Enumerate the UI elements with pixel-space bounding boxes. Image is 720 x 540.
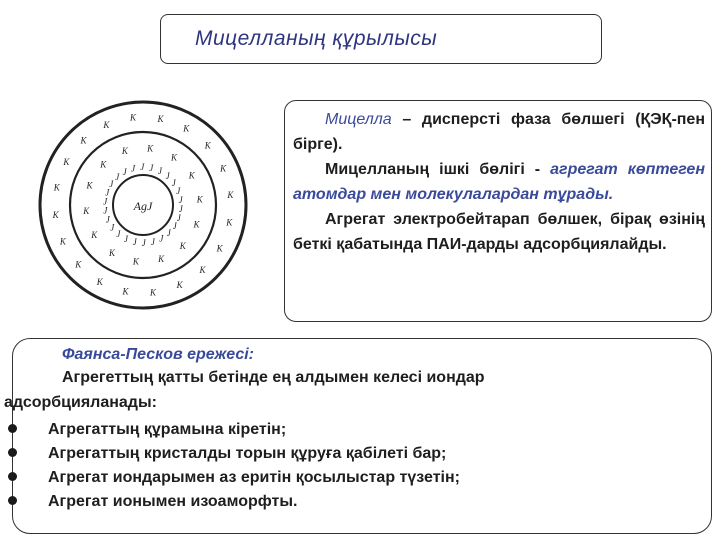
micelle-diagram [18,80,268,330]
diffuse-counter-ion: K [226,217,233,228]
potential-determining-ion: J [132,237,137,248]
definition-paragraph-3: Агрегат электробейтарап бөлшек, бірақ өзінің беткі қабатында ПАИ-дарды адсорбциялайды. [293,211,705,253]
list-item [4,418,460,442]
potential-determining-ion: J [176,212,181,223]
diffuse-counter-ion: K [63,156,70,167]
diffuse-counter-ion: K [216,243,223,254]
counter-ion: K [132,256,139,267]
term-micelle: Мицелла [325,111,392,128]
diffuse-counter-ion: K [220,163,227,174]
diffuse-counter-ion: K [122,286,129,297]
list-item [4,442,460,466]
diffuse-counter-ion: K [199,265,206,275]
diffuse-counter-ion: K [53,182,60,193]
bullet-icon [8,448,17,457]
diffuse-counter-ion: K [227,190,234,201]
bullet-icon [8,496,17,505]
potential-determining-ion: J [115,172,120,183]
diffuse-counter-ion: K [103,120,110,131]
potential-determining-ion: J [105,187,110,198]
list-item-text: Агрегаттың кристалды торын құруға қабілеті бар; [48,445,447,462]
rule-intro-line-2: адсорбцияланады: [4,394,157,411]
diffuse-counter-ion: K [96,276,103,287]
counter-ion: K [100,159,107,170]
counter-ion: K [188,170,195,181]
potential-determining-ion: J [158,166,162,177]
list-item-text: Агрегат иондарымен аз еритін қосылыстар түзетін; [48,469,460,486]
bullet-icon [8,424,17,433]
rule-title: Фаянса-Песков ережесі: [62,346,254,363]
diffuse-counter-ion: K [204,140,211,151]
page-title: Мицелланың құрылысы [195,27,438,50]
definition-box [284,100,712,322]
potential-determining-ion: J [122,166,127,177]
potential-determining-ion: J [159,233,164,244]
potential-determining-ion: J [178,194,183,205]
potential-determining-ion: J [149,163,154,174]
potential-determining-ion: J [176,185,181,196]
definition-2-text: Мицелланың ішкі бөлігі - [325,161,551,178]
diffuse-counter-ion: K [157,113,164,124]
definition-paragraph-2 [293,157,705,207]
counter-ion: K [170,152,178,163]
definition-1-text: – дисперсті фаза бөлшегі (ҚЭҚ-пен бірге). [293,111,705,153]
potential-determining-ion: J [110,222,115,233]
counter-ion: K [108,248,116,258]
potential-determining-ion: J [171,177,176,188]
potential-determining-ion: J [166,228,171,239]
potential-determining-ion: J [124,234,128,245]
potential-determining-ion: J [141,238,146,249]
rule-intro-line-1: Агрегеттың қатты бетінде ең алдымен келесі иондар [62,369,485,386]
rule-list [4,418,460,514]
potential-determining-ion: J [116,229,121,240]
counter-ion: K [158,254,165,265]
potential-determining-ion: J [172,221,177,232]
list-item-text: Агрегат ионымен изоаморфты. [48,493,298,510]
counter-ion: K [196,194,203,205]
diffuse-counter-ion: K [80,135,87,146]
potential-determining-ion: J [103,196,108,207]
diffuse-counter-ion: K [52,210,59,221]
diffuse-counter-ion: K [183,123,190,134]
counter-ion: K [179,241,186,251]
list-item [4,466,460,490]
potential-determining-ion: J [150,236,155,247]
title-box [160,14,602,64]
potential-determining-ion: J [109,179,114,190]
counter-ion: K [86,180,93,191]
term-aggregate: агрегат көптеген атомдар мен молекулалардан тұрады. [293,161,705,203]
counter-ion: K [83,205,90,216]
counter-ion: K [193,219,200,230]
potential-determining-ion: J [140,162,145,173]
diffuse-counter-ion: K [176,280,183,291]
diffuse-counter-ion: K [59,236,66,247]
potential-determining-ion: J [103,205,108,216]
definition-paragraph-1 [293,107,705,157]
list-item-text: Агрегаттың құрамына кіретін; [48,421,287,438]
potential-determining-ion: J [178,203,183,214]
bullet-icon [8,472,17,481]
diffuse-counter-ion: K [149,287,157,298]
potential-determining-ion: J [105,214,110,225]
list-item [4,490,460,514]
definition-text [293,107,705,257]
diffuse-counter-ion: K [75,259,82,270]
potential-determining-ion: J [131,163,136,174]
diffuse-counter-ion: K [129,112,137,123]
counter-ion: K [91,229,98,240]
counter-ion: K [147,143,154,154]
counter-ion: K [121,146,128,157]
potential-determining-ion: J [165,171,170,182]
core-label: AgJ [133,199,153,213]
